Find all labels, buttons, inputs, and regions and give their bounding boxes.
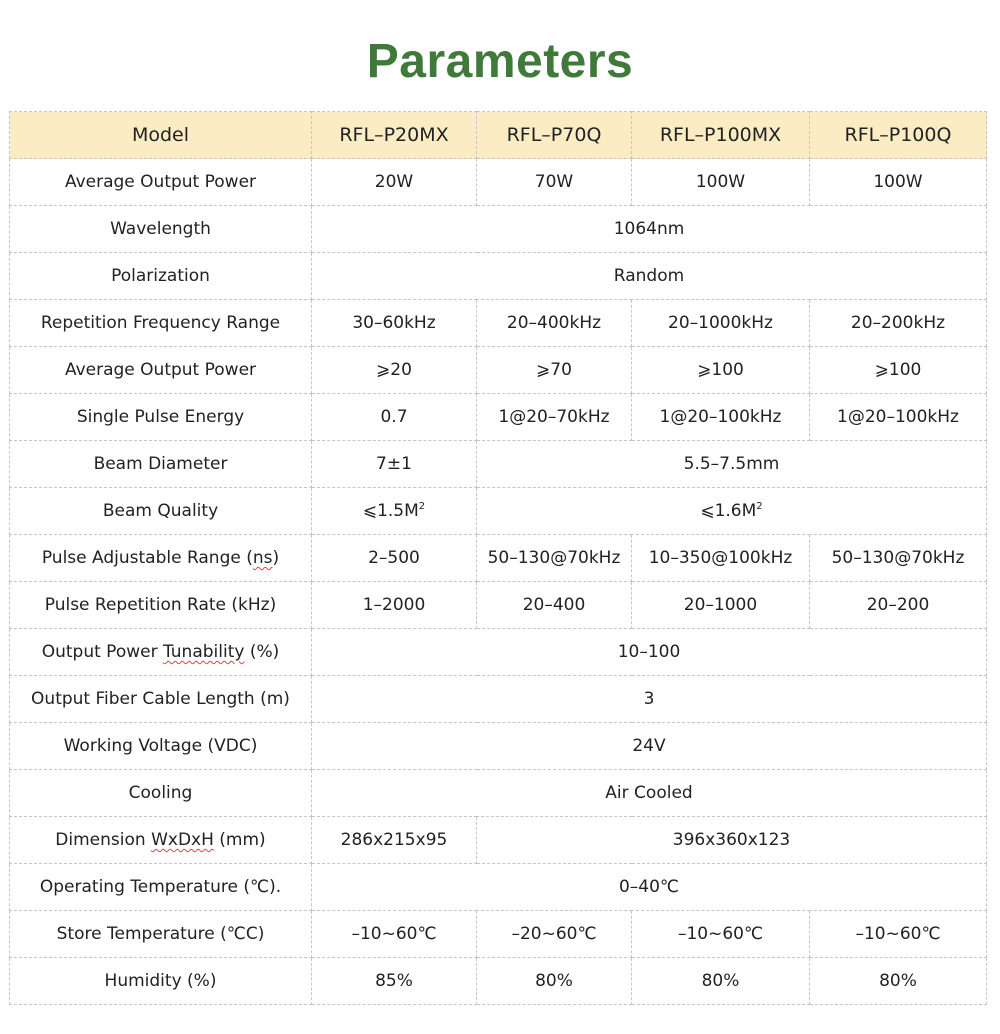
cell-value: 0–40℃ xyxy=(312,864,987,911)
cell-value: 20–200 xyxy=(810,582,987,629)
table-row xyxy=(10,958,987,1005)
row-label: Cooling xyxy=(10,770,312,817)
cell-value: 1064nm xyxy=(312,206,987,253)
cell-value: 396x360x123 xyxy=(477,817,987,864)
cell-value: 10–100 xyxy=(312,629,987,676)
cell-value: 20W xyxy=(312,159,477,206)
page-title: Parameters xyxy=(366,35,634,88)
cell-value: 80% xyxy=(810,958,987,1005)
row-label xyxy=(10,629,312,676)
cell-value: 80% xyxy=(632,958,810,1005)
cell-value: 80% xyxy=(477,958,632,1005)
cell-value: 0.7 xyxy=(312,394,477,441)
cell-value: ⩾100 xyxy=(810,347,987,394)
cell-value: 1@20–70kHz xyxy=(477,394,632,441)
table-row xyxy=(10,817,987,864)
row-label xyxy=(10,817,312,864)
table-row xyxy=(10,347,987,394)
table-row xyxy=(10,206,987,253)
cell-value: 100W xyxy=(810,159,987,206)
label-text: (mm) xyxy=(213,830,266,850)
cell-value: 3 xyxy=(312,676,987,723)
cell-value: 1@20–100kHz xyxy=(810,394,987,441)
header-model: RFL–P70Q xyxy=(477,112,632,159)
cell-value xyxy=(312,488,477,535)
cell-value-text: ⩽1.6M xyxy=(700,501,757,521)
row-label: Polarization xyxy=(10,253,312,300)
cell-value: 100W xyxy=(632,159,810,206)
row-label: Repetition Frequency Range xyxy=(10,300,312,347)
table-row xyxy=(10,676,987,723)
cell-value: 1@20–100kHz xyxy=(632,394,810,441)
label-text: (%) xyxy=(244,642,280,662)
table-row xyxy=(10,582,987,629)
spellcheck-flagged-text: ns xyxy=(252,548,273,568)
table-row xyxy=(10,488,987,535)
label-text: Pulse Adjustable Range ( xyxy=(41,548,253,568)
row-label: Single Pulse Energy xyxy=(10,394,312,441)
cell-value: 50–130@70kHz xyxy=(810,535,987,582)
table-row xyxy=(10,864,987,911)
cell-value: 2–500 xyxy=(312,535,477,582)
cell-value: Air Cooled xyxy=(312,770,987,817)
cell-value: 7±1 xyxy=(312,441,477,488)
cell-value: 20–1000 xyxy=(632,582,810,629)
cell-value: –20~60℃ xyxy=(477,911,632,958)
cell-value: Random xyxy=(312,253,987,300)
cell-value: –10~60℃ xyxy=(632,911,810,958)
row-label: Operating Temperature (℃). xyxy=(10,864,312,911)
table-row xyxy=(10,441,987,488)
table-row xyxy=(10,770,987,817)
cell-value: –10~60℃ xyxy=(810,911,987,958)
table-header-row xyxy=(10,112,987,159)
cell-value: 20–200kHz xyxy=(810,300,987,347)
table-row xyxy=(10,911,987,958)
cell-value: 1–2000 xyxy=(312,582,477,629)
header-model: RFL–P100MX xyxy=(632,112,810,159)
cell-value: 24V xyxy=(312,723,987,770)
table-row xyxy=(10,723,987,770)
cell-value: 286x215x95 xyxy=(312,817,477,864)
cell-value-text: ⩽1.5M xyxy=(362,501,419,521)
row-label: Humidity (%) xyxy=(10,958,312,1005)
header-model: RFL–P20MX xyxy=(312,112,477,159)
parameters-table xyxy=(9,111,987,1005)
row-label: Beam Quality xyxy=(10,488,312,535)
row-label: Pulse Repetition Rate (kHz) xyxy=(10,582,312,629)
row-label xyxy=(10,535,312,582)
row-label: Output Fiber Cable Length (m) xyxy=(10,676,312,723)
table-row xyxy=(10,159,987,206)
table-row xyxy=(10,253,987,300)
cell-value: 20–400kHz xyxy=(477,300,632,347)
label-text: ) xyxy=(272,548,280,568)
header-label: Model xyxy=(10,112,312,159)
cell-value: –10~60℃ xyxy=(312,911,477,958)
cell-value: ⩾70 xyxy=(477,347,632,394)
spellcheck-flagged-text: Tunability xyxy=(162,642,245,662)
cell-value: 85% xyxy=(312,958,477,1005)
table-row xyxy=(10,535,987,582)
label-text: Dimension xyxy=(55,830,152,850)
table-row xyxy=(10,629,987,676)
superscript: 2 xyxy=(756,501,763,512)
table-row xyxy=(10,300,987,347)
cell-value: 5.5–7.5mm xyxy=(477,441,987,488)
header-model: RFL–P100Q xyxy=(810,112,987,159)
label-text: Output Power xyxy=(41,642,163,662)
row-label: Wavelength xyxy=(10,206,312,253)
cell-value: 50–130@70kHz xyxy=(477,535,632,582)
cell-value: ⩾20 xyxy=(312,347,477,394)
cell-value xyxy=(477,488,987,535)
cell-value: 20–400 xyxy=(477,582,632,629)
row-label: Store Temperature (℃C) xyxy=(10,911,312,958)
spellcheck-flagged-text: WxDxH xyxy=(151,830,214,850)
cell-value: ⩾100 xyxy=(632,347,810,394)
row-label: Working Voltage (VDC) xyxy=(10,723,312,770)
cell-value: 30–60kHz xyxy=(312,300,477,347)
cell-value: 70W xyxy=(477,159,632,206)
superscript: 2 xyxy=(418,501,426,512)
row-label: Average Output Power xyxy=(10,347,312,394)
row-label: Beam Diameter xyxy=(10,441,312,488)
row-label: Average Output Power xyxy=(10,159,312,206)
cell-value: 10–350@100kHz xyxy=(632,535,810,582)
table-row xyxy=(10,394,987,441)
cell-value: 20–1000kHz xyxy=(632,300,810,347)
